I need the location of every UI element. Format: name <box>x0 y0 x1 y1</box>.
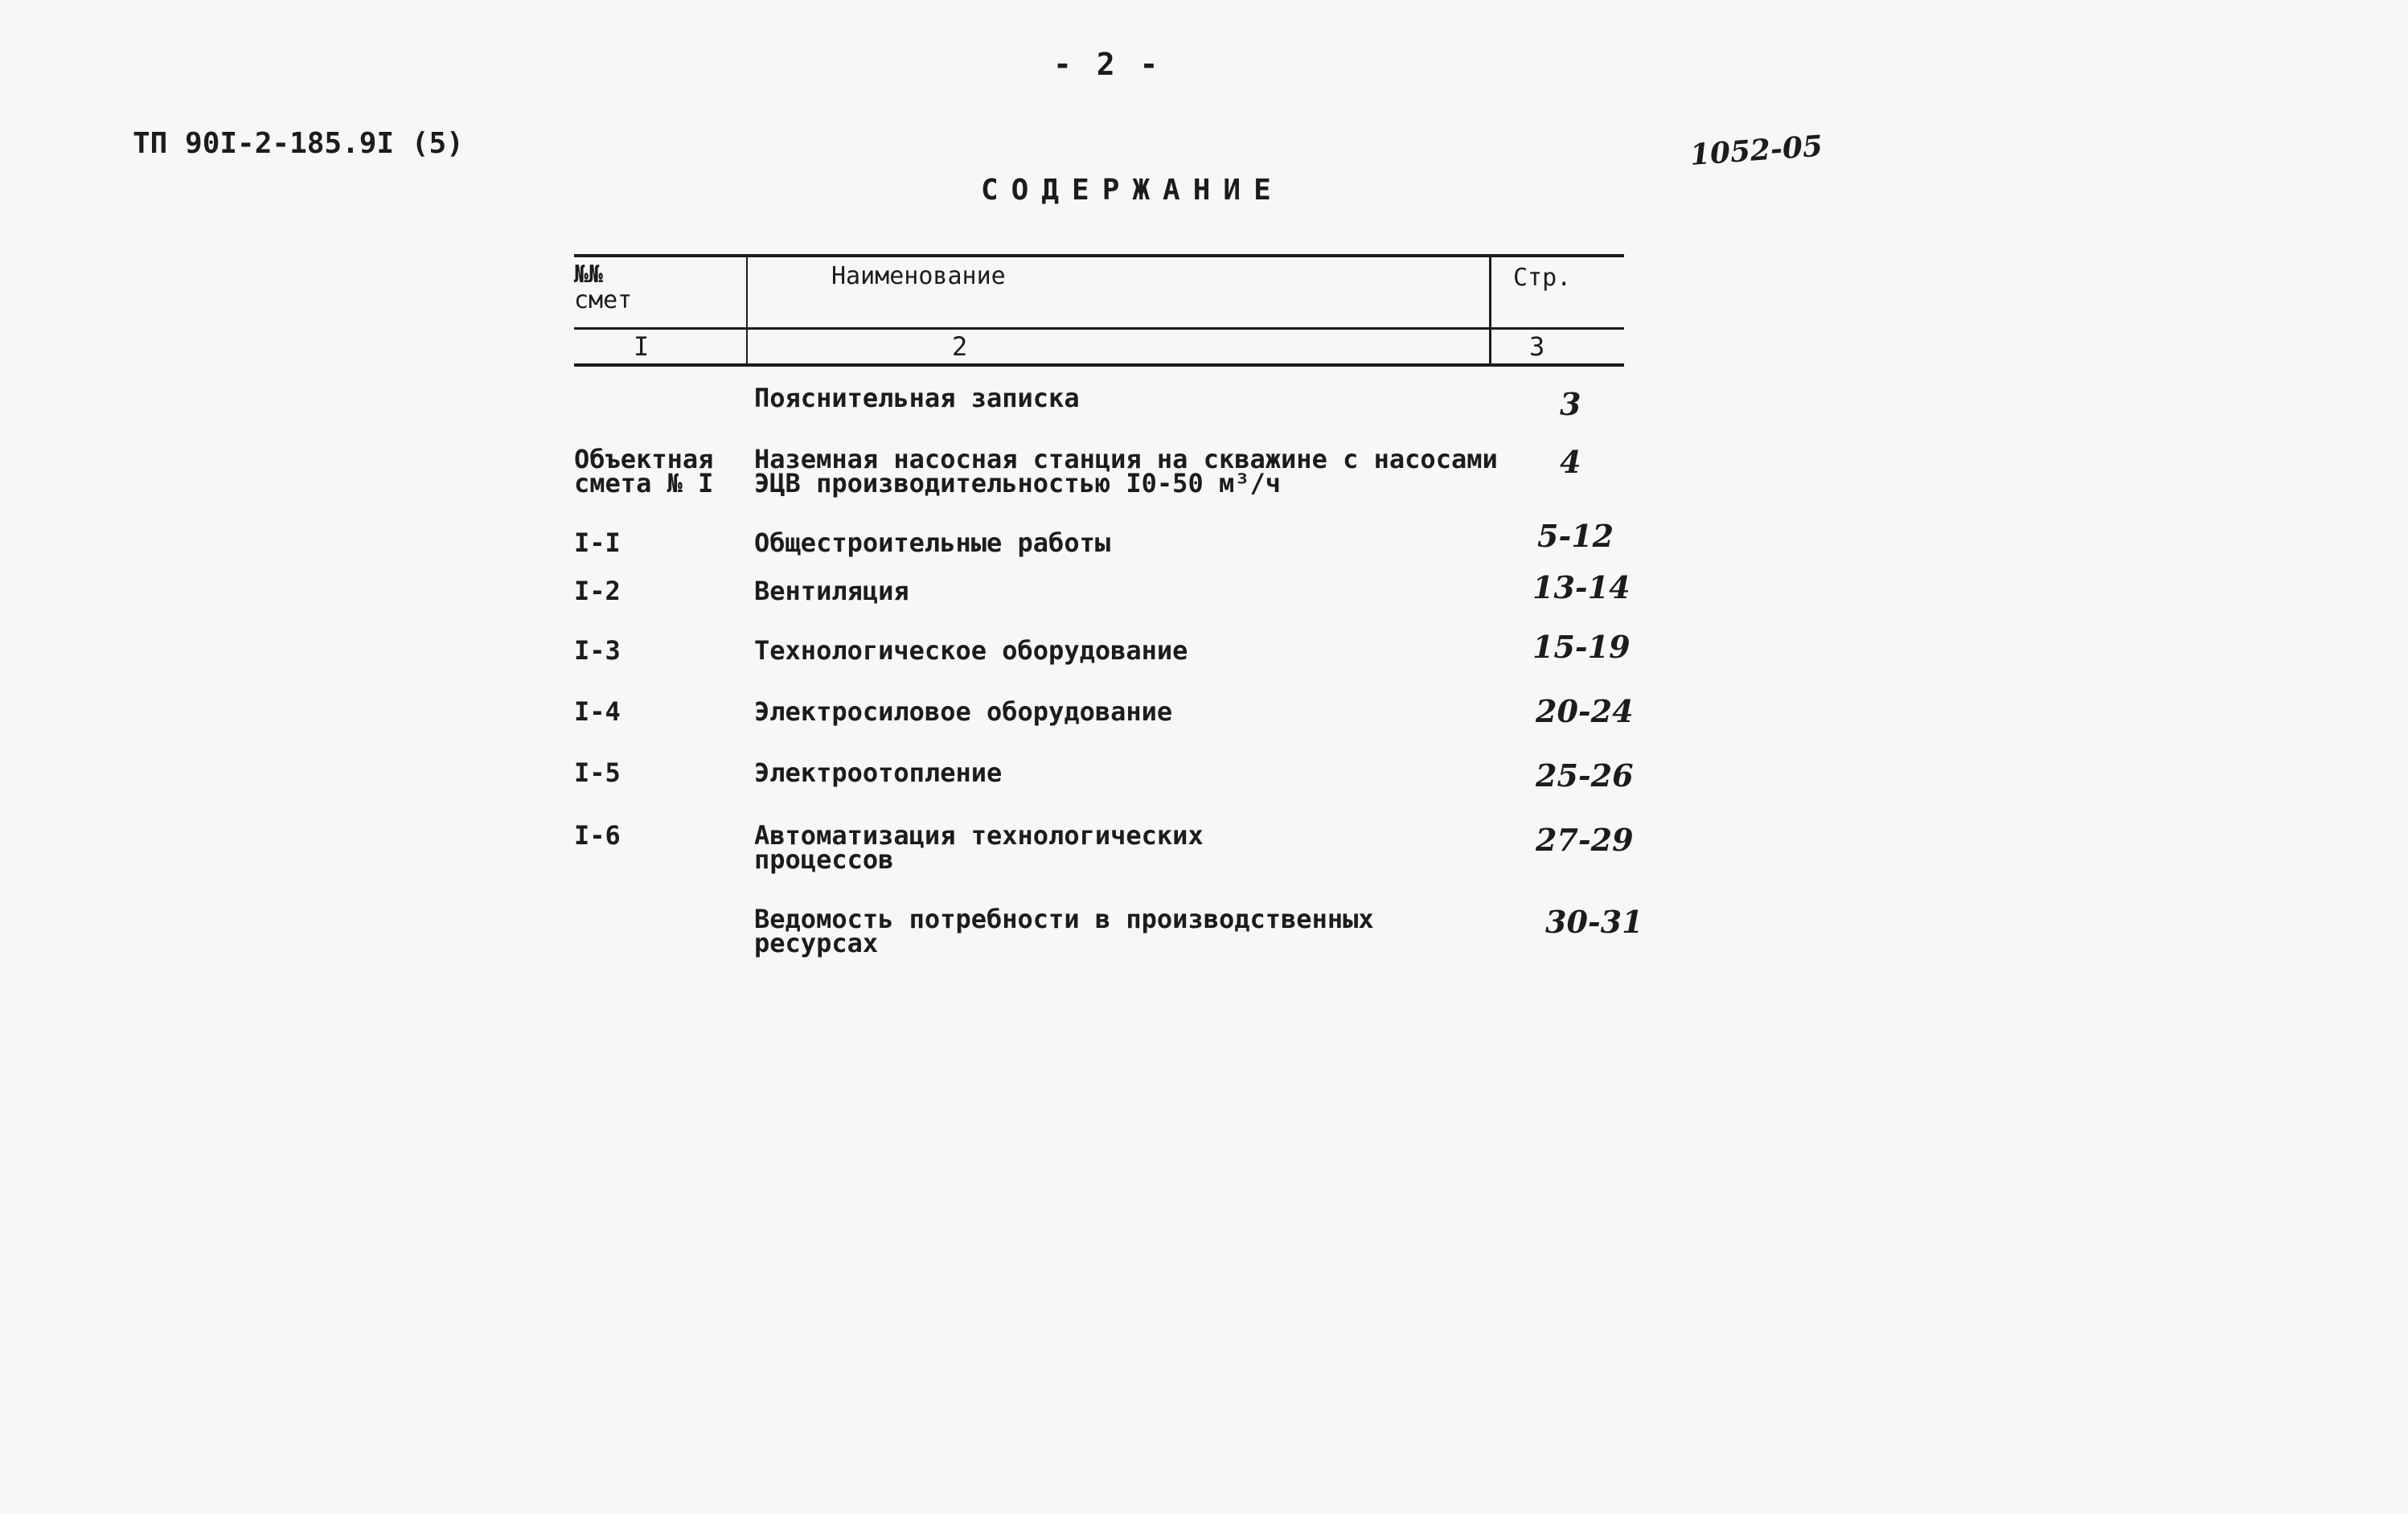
row-name-line2: ЭЦВ производительностью I0-50 м³/ч <box>754 468 1282 499</box>
row-code-line1: Объектная <box>574 444 714 474</box>
column-header-code <box>574 262 632 314</box>
row-pages: 5-12 <box>1537 518 1614 554</box>
row-name: Электросиловое оборудование <box>754 696 1173 727</box>
table-top-rule <box>574 254 1624 257</box>
row-name <box>754 904 1374 958</box>
column-header-name: Наименование <box>831 262 1006 290</box>
row-pages: 20-24 <box>1536 693 1634 729</box>
column-number-3: 3 <box>1529 331 1545 362</box>
row-pages: 3 <box>1560 386 1581 422</box>
row-pages: 13-14 <box>1532 569 1631 605</box>
row-name-line1: Ведомость потребности в производственных <box>754 904 1374 934</box>
row-code: I-2 <box>574 576 621 606</box>
row-name: Технологическое оборудование <box>754 635 1188 666</box>
row-code-line2: смета № I <box>574 468 714 499</box>
row-name: Пояснительная записка <box>754 383 1080 413</box>
row-code: I-4 <box>574 696 621 727</box>
row-name: Общестроительные работы <box>754 527 1111 558</box>
row-name-line1: Автоматизация технологических <box>754 820 1204 851</box>
archive-number-handwritten: 1052-05 <box>1688 129 1824 172</box>
table-divider-2 <box>1489 256 1491 365</box>
row-name-line2: процессов <box>754 844 894 875</box>
row-name <box>754 820 1204 875</box>
row-pages: 30-31 <box>1545 904 1643 940</box>
page-number: - 2 - <box>1053 47 1162 82</box>
column-header-code-line2: смет <box>574 286 633 314</box>
column-header-pages: Стр. <box>1513 264 1572 292</box>
row-pages: 4 <box>1560 444 1581 480</box>
row-code: I-3 <box>574 635 621 666</box>
column-header-code-line1: №№ <box>574 261 604 289</box>
row-code: I-I <box>574 527 621 558</box>
column-number-2: 2 <box>952 331 968 362</box>
column-number-1: I <box>634 331 650 362</box>
row-code <box>574 444 714 499</box>
row-name-line1: Наземная насосная станция на скважине с насосами <box>754 444 1498 474</box>
table-divider-1 <box>746 256 748 365</box>
row-pages: 25-26 <box>1536 757 1634 794</box>
row-name <box>754 444 1498 499</box>
table-header-rule <box>574 327 1624 330</box>
row-name: Вентиляция <box>754 576 909 606</box>
row-code: I-6 <box>574 820 621 851</box>
row-name: Электроотопление <box>754 757 1003 788</box>
table-numbers-rule <box>574 363 1624 367</box>
row-name-line2: ресурсах <box>754 928 879 958</box>
row-pages: 15-19 <box>1532 629 1631 665</box>
row-code: I-5 <box>574 757 621 788</box>
document-code: ТП 90I-2-185.9I (5) <box>133 127 464 160</box>
row-pages: 27-29 <box>1536 822 1634 858</box>
page-title: СОДЕРЖАНИЕ <box>981 174 1284 207</box>
